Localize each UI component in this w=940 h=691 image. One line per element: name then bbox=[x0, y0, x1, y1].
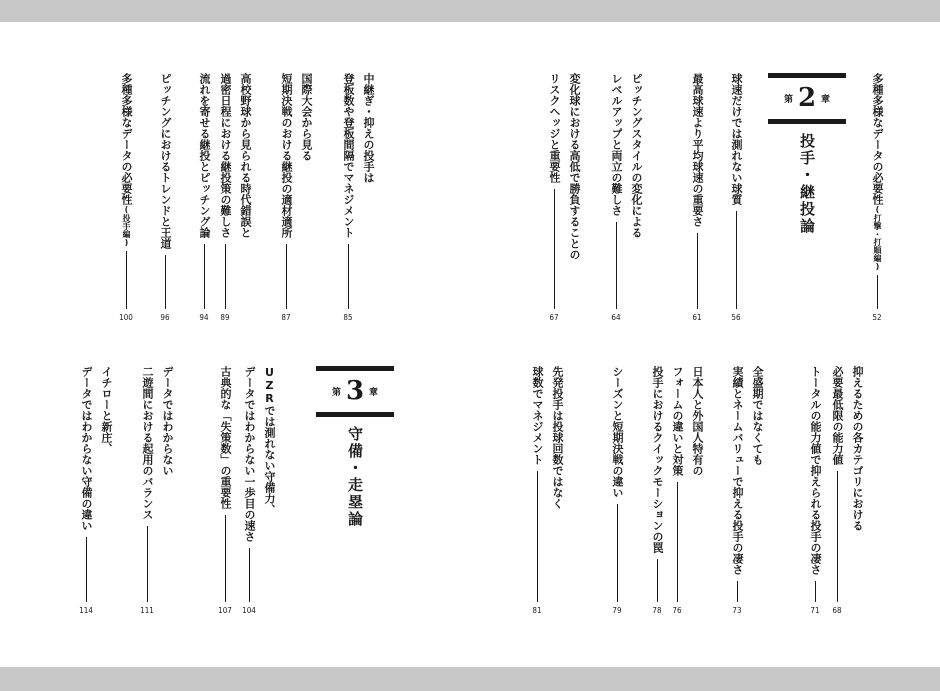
toc-entry bbox=[803, 366, 823, 618]
toc-page-number: 81 bbox=[532, 606, 542, 615]
toc-page-number: 64 bbox=[611, 313, 621, 322]
toc-page-number: 61 bbox=[692, 313, 702, 322]
toc-leader-line bbox=[837, 471, 838, 602]
toc-page-number: 94 bbox=[199, 313, 209, 322]
toc-entry-title-line: 国際大会から見る bbox=[300, 73, 313, 161]
toc-entry bbox=[213, 73, 253, 325]
toc-leader-line bbox=[225, 244, 226, 309]
toc-entry-title-line: 登板数や登板間隔でマネジメント bbox=[342, 73, 355, 238]
toc-page-number: 111 bbox=[140, 606, 154, 615]
toc-leader-line bbox=[657, 559, 658, 602]
chapter-title: 守備・走塁論 bbox=[346, 426, 364, 528]
toc-entry-title-line: 抑えるための各カテゴリにおける bbox=[851, 366, 864, 531]
toc-leader-line bbox=[204, 244, 205, 309]
toc-entry bbox=[685, 73, 705, 325]
toc-entry-title-line: 流れを寄せる継投とピッチング論 bbox=[198, 73, 211, 238]
toc-page-number: 96 bbox=[160, 313, 170, 322]
toc-entry-title-line: UZRでは測れない守備力、 bbox=[263, 366, 276, 515]
toc-entry bbox=[542, 73, 582, 325]
toc-leader-line bbox=[617, 504, 618, 602]
toc-entry-title-line: 中継ぎ・抑えの投手は bbox=[362, 73, 375, 183]
chapter-number: 3 bbox=[345, 376, 365, 406]
toc-leader-line bbox=[877, 275, 878, 309]
chapter-3-heading bbox=[316, 366, 394, 566]
toc-entry-title-line: ピッチングにおけるトレンドと王道 bbox=[159, 73, 172, 249]
toc-page-number: 73 bbox=[732, 606, 742, 615]
toc-leader-line bbox=[147, 526, 148, 602]
toc-leader-line bbox=[126, 251, 127, 309]
toc-page-number: 104 bbox=[242, 606, 256, 615]
chapter-number: 2 bbox=[797, 83, 817, 113]
toc-entry bbox=[645, 366, 665, 618]
toc-page-number: 67 bbox=[549, 313, 559, 322]
toc-page-number: 76 bbox=[672, 606, 682, 615]
toc-leader-line bbox=[165, 255, 166, 309]
toc-entry-title-line: 最高球速より平均球速の重要さ bbox=[691, 73, 704, 227]
toc-entry bbox=[604, 73, 644, 325]
toc-entry bbox=[825, 366, 865, 618]
toc-page-number: 71 bbox=[810, 606, 820, 615]
toc-page-number: 85 bbox=[343, 313, 353, 322]
top-gray-band bbox=[0, 0, 940, 22]
toc-entry-title-line: リスクヘッジと重要性 bbox=[548, 73, 561, 183]
toc-leader-line bbox=[86, 537, 87, 602]
toc-page-number: 52 bbox=[872, 313, 882, 322]
toc-leader-line bbox=[736, 211, 737, 309]
toc-entry-subtitle: (投手編) bbox=[122, 205, 131, 247]
toc-entry bbox=[237, 366, 277, 618]
toc-page-number: 114 bbox=[79, 606, 93, 615]
toc-entry bbox=[213, 366, 233, 618]
toc-entry-title-line: 高校野球から見られる時代錯誤と bbox=[239, 73, 252, 238]
toc-entry-title-line: データではわからない一歩目の速さ bbox=[243, 366, 256, 542]
toc-page-number: 87 bbox=[281, 313, 291, 322]
toc-entry bbox=[865, 73, 885, 325]
toc-entry bbox=[135, 366, 175, 618]
toc-page-number: 78 bbox=[652, 606, 662, 615]
toc-entry-title-line: 日本人と外国人特有の bbox=[691, 366, 704, 476]
toc-leader-line bbox=[677, 482, 678, 602]
toc-entry bbox=[605, 366, 625, 618]
toc-entry bbox=[665, 366, 705, 618]
toc-entry-title-line: 過密日程における継投策の難しさ bbox=[219, 73, 232, 238]
toc-leader-line bbox=[697, 233, 698, 309]
toc-page-number: 56 bbox=[731, 313, 741, 322]
toc-entry-title-line: 投手におけるクイックモーションの罠 bbox=[651, 366, 664, 553]
toc-entry-subtitle: (打撃・打順編) bbox=[873, 205, 882, 271]
toc-entry-title-line: レベルアップと両立の難しさ bbox=[610, 73, 623, 216]
toc-entry-title-line: 球速だけでは測れない球質 bbox=[730, 73, 743, 205]
chapter-label-sho: 章 bbox=[369, 387, 379, 398]
chapter-2-heading bbox=[768, 73, 846, 273]
toc-entry-title-line: 短期決戦のおける継投の適材適所 bbox=[280, 73, 293, 238]
toc-page-number: 79 bbox=[612, 606, 622, 615]
toc-leader-line bbox=[225, 515, 226, 602]
toc-page-number: 68 bbox=[832, 606, 842, 615]
toc-entry bbox=[192, 73, 212, 325]
toc-entry bbox=[725, 366, 765, 618]
toc-leader-line bbox=[249, 548, 250, 602]
toc-entry-title-line: 先発投手は投球回数ではなく bbox=[551, 366, 564, 509]
toc-leader-line bbox=[616, 222, 617, 309]
toc-entry-title-line: シーズンと短期決戦の違い bbox=[611, 366, 624, 498]
toc-entry-title-line: 二遊間における起用のバランス bbox=[141, 366, 154, 520]
toc-entry-title-line: イチローと新庄、 bbox=[100, 366, 113, 454]
toc-entry bbox=[274, 73, 314, 325]
chapter-label-dai: 第 bbox=[331, 387, 341, 398]
toc-entry-title-line: 実績とネームバリューで抑える投手の凄さ bbox=[731, 366, 744, 575]
toc-entry-title-line: 変化球における高低で勝負することの bbox=[568, 73, 581, 260]
toc-entry-title-line: 多種多様なデータの必要性(打撃・打順編) bbox=[871, 73, 884, 271]
toc-leader-line bbox=[815, 581, 816, 602]
toc-entry-title-line: 球数でマネジメント bbox=[531, 366, 544, 465]
chapter-label-sho: 章 bbox=[821, 94, 831, 105]
toc-entry bbox=[724, 73, 744, 325]
toc-page-number: 100 bbox=[119, 313, 133, 322]
chapter-label-dai: 第 bbox=[783, 94, 793, 105]
toc-entry bbox=[153, 73, 173, 325]
toc-entry-title-line: データではわからない bbox=[161, 366, 174, 476]
toc-entry bbox=[74, 366, 114, 618]
toc-leader-line bbox=[554, 189, 555, 309]
toc-entry-title-line: 必要最低限の能力値 bbox=[831, 366, 844, 465]
toc-entry-title-line: 古典的な「失策数」の重要性 bbox=[219, 366, 232, 509]
bottom-gray-band bbox=[0, 667, 940, 691]
toc-entry-title-line: データではわからない守備の違い bbox=[80, 366, 93, 531]
toc-leader-line bbox=[537, 471, 538, 602]
toc-entry bbox=[336, 73, 376, 325]
toc-entry bbox=[114, 73, 134, 325]
toc-page-number: 89 bbox=[220, 313, 230, 322]
toc-entry-title-line: 多種多様なデータの必要性(投手編) bbox=[120, 73, 133, 247]
toc-leader-line bbox=[737, 581, 738, 602]
toc-entry-title-line: トータルの能力値で抑えられる投手の凄さ bbox=[809, 366, 822, 575]
chapter-title: 投手・継投論 bbox=[798, 133, 816, 235]
toc-page-number: 107 bbox=[218, 606, 232, 615]
toc-entry-title-line: フォームの違いと対策 bbox=[671, 366, 684, 476]
toc-entry bbox=[525, 366, 565, 618]
toc-leader-line bbox=[286, 244, 287, 309]
toc-entry-title-line: 全盛期ではなくても bbox=[751, 366, 764, 465]
toc-leader-line bbox=[348, 244, 349, 309]
toc-entry-title-line: ピッチングスタイルの変化による bbox=[630, 73, 643, 238]
